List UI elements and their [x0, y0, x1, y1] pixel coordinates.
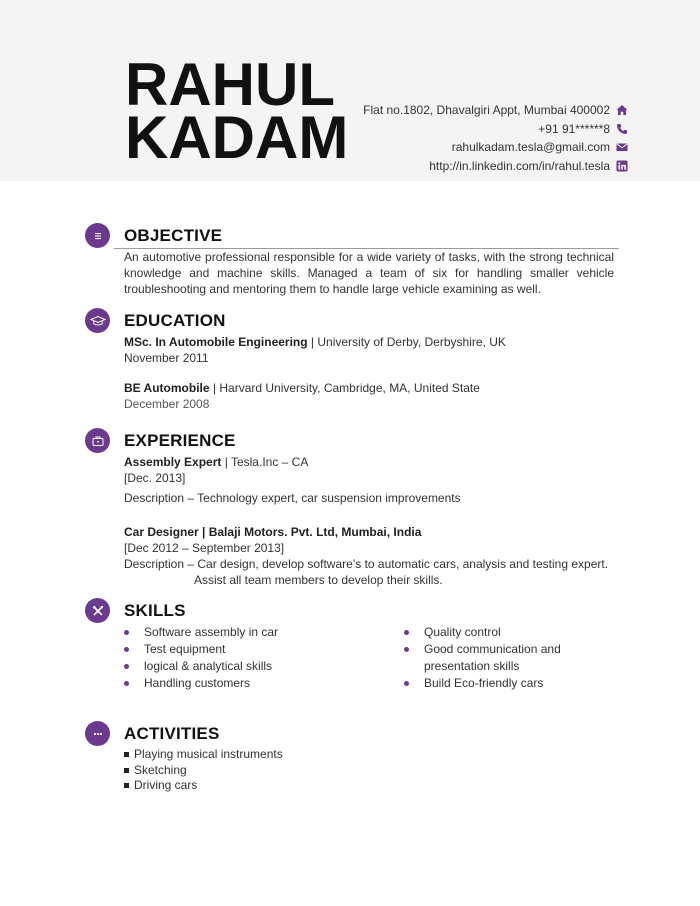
home-icon — [616, 104, 628, 116]
education-entry — [124, 380, 480, 412]
square-bullet-icon — [124, 752, 129, 757]
skill-item: Build Eco-friendly cars — [404, 675, 561, 692]
list-icon — [92, 230, 104, 242]
education-entry — [124, 334, 506, 366]
activities-title: ACTIVITIES — [124, 724, 220, 743]
education-degree-line: BE Automobile | Harvard University, Cambridge, MA, United State — [124, 381, 480, 395]
degree: BE Automobile — [124, 381, 210, 395]
contact-phone: +91 91******8 — [363, 120, 628, 139]
skill-item-continued: presentation skills — [424, 659, 520, 673]
education-title: EDUCATION — [124, 311, 226, 330]
job-company: Tesla.Inc – CA — [230, 455, 309, 469]
bullet-icon — [124, 664, 129, 669]
activities-section-icon — [85, 721, 110, 746]
job-date: [Dec. 2013] — [124, 471, 186, 485]
bullet-icon — [124, 647, 129, 652]
skills-title: SKILLS — [124, 601, 186, 620]
phone-icon — [616, 123, 628, 135]
bullet-icon — [404, 681, 409, 686]
education-date: December 2008 — [124, 397, 210, 411]
experience-section-icon — [85, 428, 110, 453]
briefcase-icon — [92, 435, 104, 447]
bullet-icon — [124, 681, 129, 686]
education-section-icon — [85, 308, 110, 333]
experience-entry — [124, 454, 461, 506]
skill-item: Quality control — [404, 624, 561, 641]
skill-item: Software assembly in car — [124, 624, 278, 641]
tools-icon — [92, 605, 104, 617]
job-description-continued: Assist all team members to develop their skills. — [194, 573, 443, 587]
experience-title: EXPERIENCE — [124, 431, 236, 450]
job-title-line: Assembly Expert | Tesla.Inc – CA — [124, 455, 309, 469]
last-name: KADAM — [125, 104, 349, 171]
contact-info — [363, 101, 628, 175]
bullet-icon — [404, 630, 409, 635]
activities-list — [124, 747, 283, 794]
education-date: November 2011 — [124, 351, 209, 365]
skill-item: Good communication and — [404, 641, 561, 658]
email-icon — [616, 141, 628, 153]
skills-list-right — [404, 624, 561, 692]
experience-entry — [124, 524, 608, 588]
header-band — [0, 0, 700, 181]
institution: University of Derby, Derbyshire, UK — [317, 335, 506, 349]
degree: Automobile Engineering — [168, 335, 308, 349]
skills-section-icon — [85, 598, 110, 623]
job-role: Car Designer | Balaji Motors. Pvt. Ltd, Mumbai, India — [124, 525, 422, 539]
job-date: [Dec 2012 – September 2013] — [124, 541, 285, 555]
skill-item: Test equipment — [124, 641, 278, 658]
institution: Harvard University, Cambridge, MA, United State — [219, 381, 480, 395]
objective-title: OBJECTIVE — [124, 226, 223, 245]
contact-address: Flat no.1802, Dhavalgiri Appt, Mumbai 400002 — [363, 101, 628, 120]
square-bullet-icon — [124, 783, 129, 788]
skill-item: Handling customers — [124, 675, 278, 692]
bullet-icon — [404, 647, 409, 652]
more-dots-icon — [92, 728, 104, 740]
job-description: Description – Car design, develop software’s to automatic cars, analysis and testing expert. — [124, 557, 609, 571]
education-degree-line: MSc. In Automobile Engineering | University of Derby, Derbyshire, UK — [124, 335, 506, 349]
first-name: RAHUL — [125, 51, 335, 118]
bullet-icon — [124, 630, 129, 635]
objective-text: An automotive professional responsible for a wide variety of tasks, with the strong technical knowledge and machine skills. Managed a team of six for handling smaller vehicle troubleshooting and mentoring them to handle large vehicle examining as well. — [124, 250, 614, 296]
job-role: Assembly Expert — [124, 455, 222, 469]
activity-item: Playing musical instruments — [124, 747, 283, 763]
skill-item: logical & analytical skills — [124, 658, 278, 675]
full-name — [125, 51, 349, 171]
objective-section-icon — [85, 223, 110, 248]
skills-list-left — [124, 624, 278, 692]
linkedin-icon — [616, 160, 628, 172]
square-bullet-icon — [124, 768, 129, 773]
activity-item: Driving cars — [124, 778, 283, 794]
graduation-cap-icon — [90, 315, 106, 327]
job-description: Description – Technology expert, car suspension improvements — [124, 491, 461, 505]
contact-linkedin: http://in.linkedin.com/in/rahul.tesla — [363, 157, 628, 176]
contact-email: rahulkadam.tesla@gmail.com — [363, 138, 628, 157]
activity-item: Sketching — [124, 763, 283, 779]
